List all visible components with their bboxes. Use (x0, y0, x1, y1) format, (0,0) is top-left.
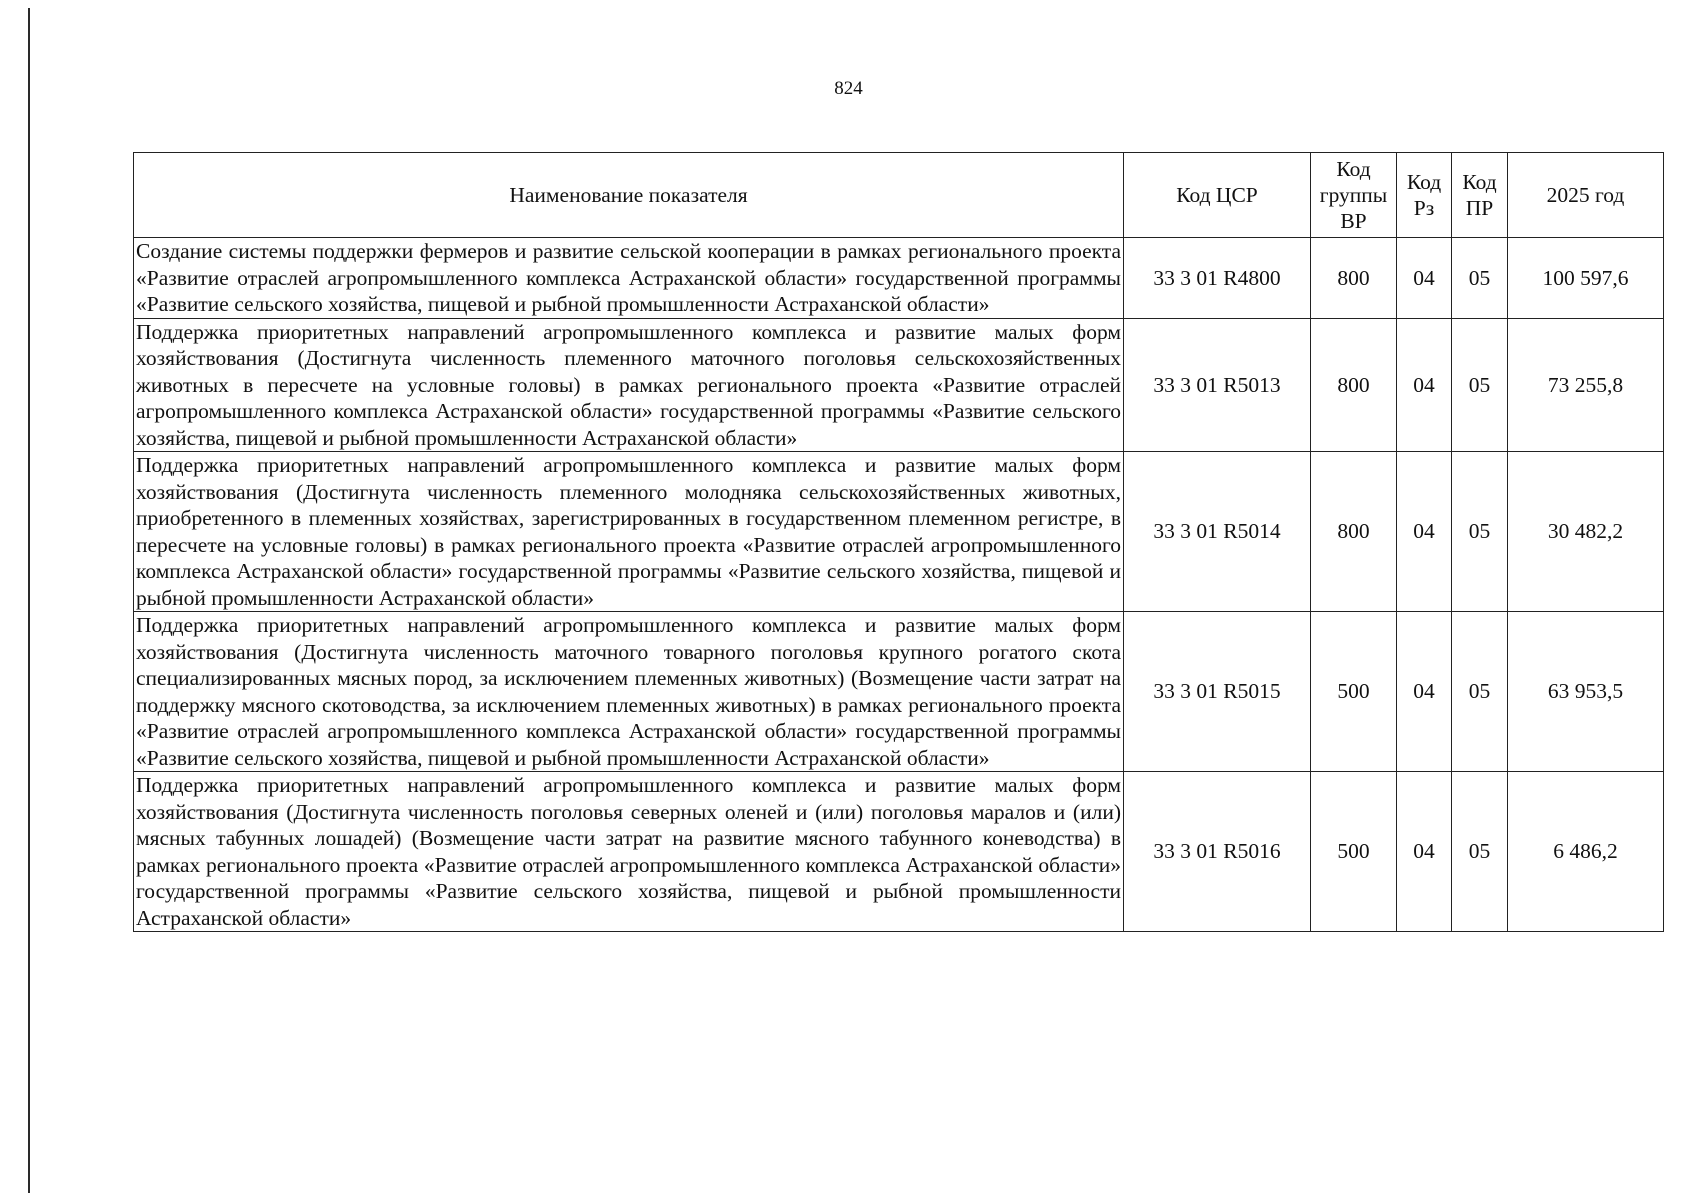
page-number: 824 (834, 78, 863, 99)
table-row (134, 318, 1664, 452)
row-name: Поддержка приоритетных направлений агропромышленного комплекса и развитие малых форм хозяйствования (Достигнута численность маточного товарного поголовья крупного рогатого скота специализированных мясных пород, за исключением племенных животных) (Возмещение части затрат на поддержку мясного скотоводства, за исключением племенных животных) в рамках регионального проекта «Развитие отраслей агропромышленного комплекса Астраханской области» государственной программы «Развитие сельского хозяйства, пищевой и рыбной промышленности Астраханской области» (134, 612, 1124, 772)
header-vr: Код группы ВР (1311, 153, 1397, 238)
row-rz: 04 (1397, 772, 1452, 932)
row-name: Поддержка приоритетных направлений агропромышленного комплекса и развитие малых форм хозяйствования (Достигнута численность племенного молодняка сельскохозяйственных животных, приобретенного в племенных хозяйствах, зарегистрированных в государственном племенном регистре, в пересчете на условные головы) в рамках регионального проекта «Развитие отраслей агропромышленного комплекса Астраханской области» государственной программы «Развитие сельского хозяйства, пищевой и рыбной промышленности Астраханской области» (134, 452, 1124, 612)
row-name: Создание системы поддержки фермеров и развитие сельской кооперации в рамках регионального проекта «Развитие отраслей агропромышленного комплекса Астраханской области» государственной программы «Развитие сельского хозяйства, пищевой и рыбной промышленности Астраханской области» (134, 238, 1124, 319)
row-amount: 30 482,2 (1508, 452, 1664, 612)
row-amount: 6 486,2 (1508, 772, 1664, 932)
row-pr: 05 (1452, 612, 1508, 772)
row-rz: 04 (1397, 452, 1452, 612)
row-rz: 04 (1397, 612, 1452, 772)
header-year: 2025 год (1508, 153, 1664, 238)
header-name: Наименование показателя (134, 153, 1124, 238)
row-vr: 500 (1311, 612, 1397, 772)
row-amount: 63 953,5 (1508, 612, 1664, 772)
row-pr: 05 (1452, 772, 1508, 932)
row-csr: 33 3 01 R5014 (1124, 452, 1311, 612)
table-header-row (134, 153, 1664, 238)
row-vr: 800 (1311, 238, 1397, 319)
scan-edge-line (28, 8, 30, 1193)
row-pr: 05 (1452, 238, 1508, 319)
table-row (134, 772, 1664, 932)
header-pr: Код ПР (1452, 153, 1508, 238)
row-vr: 500 (1311, 772, 1397, 932)
row-csr: 33 3 01 R5016 (1124, 772, 1311, 932)
row-name: Поддержка приоритетных направлений агропромышленного комплекса и развитие малых форм хозяйствования (Достигнута численность племенного маточного поголовья сельскохозяйственных животных в пересчете на условные головы) в рамках регионального проекта «Развитие отраслей агропромышленного комплекса Астраханской области» государственной программы «Развитие сельского хозяйства, пищевой и рыбной промышленности Астраханской области» (134, 318, 1124, 452)
row-pr: 05 (1452, 452, 1508, 612)
table-row (134, 452, 1664, 612)
row-amount: 100 597,6 (1508, 238, 1664, 319)
row-csr: 33 3 01 R4800 (1124, 238, 1311, 319)
row-name: Поддержка приоритетных направлений агропромышленного комплекса и развитие малых форм хозяйствования (Достигнута численность поголовья северных оленей и (или) поголовья маралов и (или) мясных табунных лошадей) (Возмещение части затрат на развитие мясного табунного коневодства) в рамках регионального проекта «Развитие отраслей агропромышленного комплекса Астраханской области» государственной программы «Развитие сельского хозяйства, пищевой и рыбной промышленности Астраханской области» (134, 772, 1124, 932)
table-row (134, 238, 1664, 319)
row-csr: 33 3 01 R5013 (1124, 318, 1311, 452)
row-csr: 33 3 01 R5015 (1124, 612, 1311, 772)
row-amount: 73 255,8 (1508, 318, 1664, 452)
row-vr: 800 (1311, 452, 1397, 612)
row-rz: 04 (1397, 238, 1452, 319)
header-rz: Код Рз (1397, 153, 1452, 238)
header-csr: Код ЦСР (1124, 153, 1311, 238)
row-rz: 04 (1397, 318, 1452, 452)
row-vr: 800 (1311, 318, 1397, 452)
budget-table (133, 152, 1664, 932)
row-pr: 05 (1452, 318, 1508, 452)
table-row (134, 612, 1664, 772)
